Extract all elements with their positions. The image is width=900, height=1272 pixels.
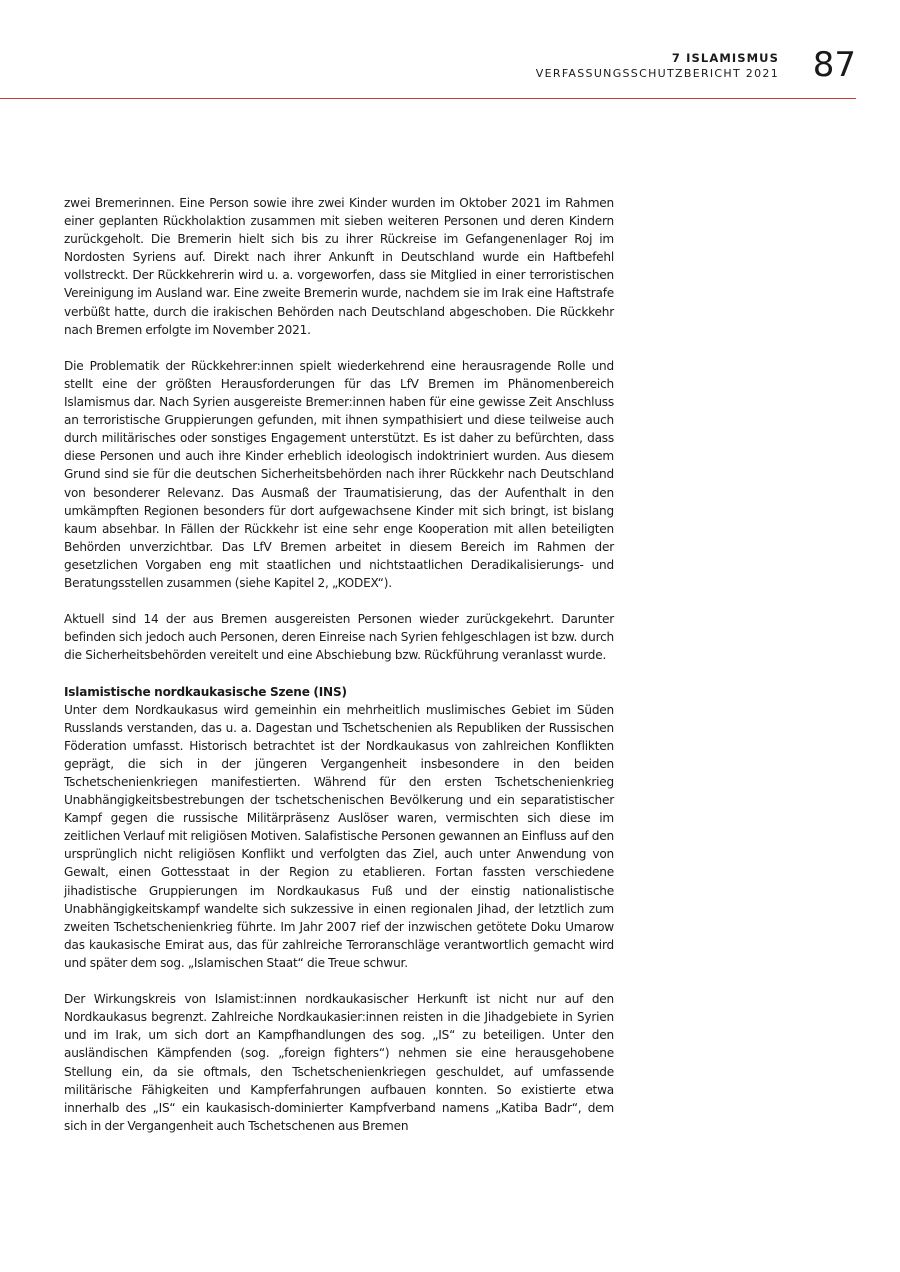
- report-title: VERFASSUNGSSCHUTZBERICHT 2021: [535, 67, 779, 80]
- paragraph-returnees-count: Aktuell sind 14 der aus Bremen ausgereisten Personen wieder zurückgekehrt. Darunter befinden sich jedoch auch Personen, deren Einreise nach Syrien fehlgeschlagen ist bzw. durch die Sicherheitsbehörden vereitelt und eine Abschiebung bzw. Rückführung veranlasst wurde.: [64, 612, 614, 663]
- paragraph-spacer: [64, 339, 614, 357]
- paragraph-spacer: [64, 664, 614, 682]
- running-header-text: [536, 51, 779, 82]
- chapter-label: 7 ISLAMISMUS: [671, 51, 779, 65]
- header-rule: [0, 98, 856, 99]
- paragraph-returnees-problem: Die Problematik der Rückkehrer:innen spielt wiederkehrend eine herausragende Rolle und stellt eine der größten Herausforderungen für das LfV Bremen im Phänomenbereich Islamismus dar. Nach Syrien ausgereiste Bremer:innen haben für eine gewisse Zeit Anschluss an terroristische Gruppierungen gefunden, mit ihnen sympathisiert und diese teilweise auch durch militärisches oder sonstiges Engagement unterstützt. Es ist daher zu befürchten, dass diese Personen und auch ihre Kinder erheblich ideologisch indoktriniert wurden. Aus diesem Grund sind sie für die deutschen Sicherheitsbehörden nach ihrer Rückkehr nach Deutschland von besonderer Relevanz. Das Ausmaß der Traumatisierung, das der Aufenthalt in den umkämpften Regionen besonders für dort aufgewachsene Kinder mit sich bringt, ist bislang kaum absehbar. In Fällen der Rückkehr ist eine sehr enge Kooperation mit allen beteiligten Behörden unverzichtbar. Das LfV Bremen arbeitet in diesem Bereich im Rahmen der gesetzlichen Vorgaben eng mit staatlichen und nichtstaatlichen Deradikalisierungs- und Beratungsstellen zusammen (siehe Kapitel 2, „KODEX“).: [64, 358, 614, 590]
- body-text: [64, 194, 614, 1135]
- paragraph-north-caucasus-history: Unter dem Nordkaukasus wird gemeinhin ein mehrheitlich muslimisches Gebiet im Süden Russlands verstanden, das u. a. Dagestan und Tschetschenien als Republiken der Russischen Föderation umfasst. Historisch betrachtet ist der Nordkaukasus von zahlreichen Konflikten geprägt, die sich in der jüngeren Vergangenheit insbesondere in den beiden Tschetschenienkriegen manifestierten. Während für den ersten Tschetschenienkrieg Unabhängigkeitsbestrebungen der tschetschenischen Bevölkerung und ein separatistischer Kampf gegen die russische Militärpräsenz Auslöser waren, vermischten sich diese im zeitlichen Verlauf mit religiösen Motiven. Salafistische Personen gewannen an Einfluss auf den ursprünglich nicht religiösen Konflikt und verfolgten das Ziel, auch unter Anwendung von Gewalt, einen Gottesstaat in der Region zu etablieren. Fortan fassten verschiedene jihadistische Gruppierungen im Nordkaukasus Fuß und der einstig nationalistische Unabhängigkeitskampf wandelte sich sukzessive in einen regionalen Jihad, der letztlich zum zweiten Tschetschenienkrieg führte. Im Jahr 2007 rief der inzwischen getötete Doku Umarow das kaukasische Emirat aus, das für zahlreiche Terroranschläge verantwortlich gemacht wird und später dem sog. „Islamischen Staat“ die Treue schwur.: [64, 702, 614, 970]
- page-number: 87: [812, 45, 856, 85]
- paragraph-spacer: [64, 972, 614, 990]
- running-header: [0, 45, 856, 98]
- paragraph-spacer: [64, 592, 614, 610]
- paragraph-north-caucasus-fighters: Der Wirkungskreis von Islamist:innen nordkaukasischer Herkunft ist nicht nur auf den Nordkaukasus begrenzt. Zahlreiche Nordkaukasier:innen reisten in die Jihadgebiete in Syrien und im Irak, um sich dort an Kampfhandlungen des sog. „IS“ zu beteiligen. Unter den ausländischen Kämpfenden (sog. „foreign fighters“) nehmen sie eine herausgehobene Stellung ein, da sie oftmals, den Tschetschenienkriegen geschuldet, auf umfassende militärische Fähigkeiten und Kampferfahrungen aufbauen konnten. So existierte etwa innerhalb des „IS“ ein kaukasisch-dominierter Kampfverband namens „Katiba Badr“, dem sich in der Vergangenheit auch Tschetschenen aus Bremen: [64, 992, 614, 1133]
- paragraph-return-of-bremen-women: zwei Bremerinnen. Eine Person sowie ihre zwei Kinder wurden im Oktober 2021 im Rahmen einer geplanten Rückholaktion zusammen mit sieben weiteren Personen und deren Kindern zurückgeholt. Die Bremerin hielt sich bis zu ihrer Rückreise im Gefangenenlager Roj im Nordosten Syriens auf. Direkt nach ihrer Ankunft in Deutschland wurde ein Haftbefehl vollstreckt. Der Rückkehrerin wird u. a. vorgeworfen, dass sie Mitglied in einer terroristischen Vereinigung im Ausland war. Eine zweite Bremerin wurde, nachdem sie im Irak eine Haftstrafe verbüßt hatte, durch die irakischen Behörden nach Deutschland abgeschoben. Die Rückkehr nach Bremen erfolgte im November 2021.: [64, 196, 614, 337]
- section-heading: Islamistische nordkaukasische Szene (INS): [64, 684, 347, 699]
